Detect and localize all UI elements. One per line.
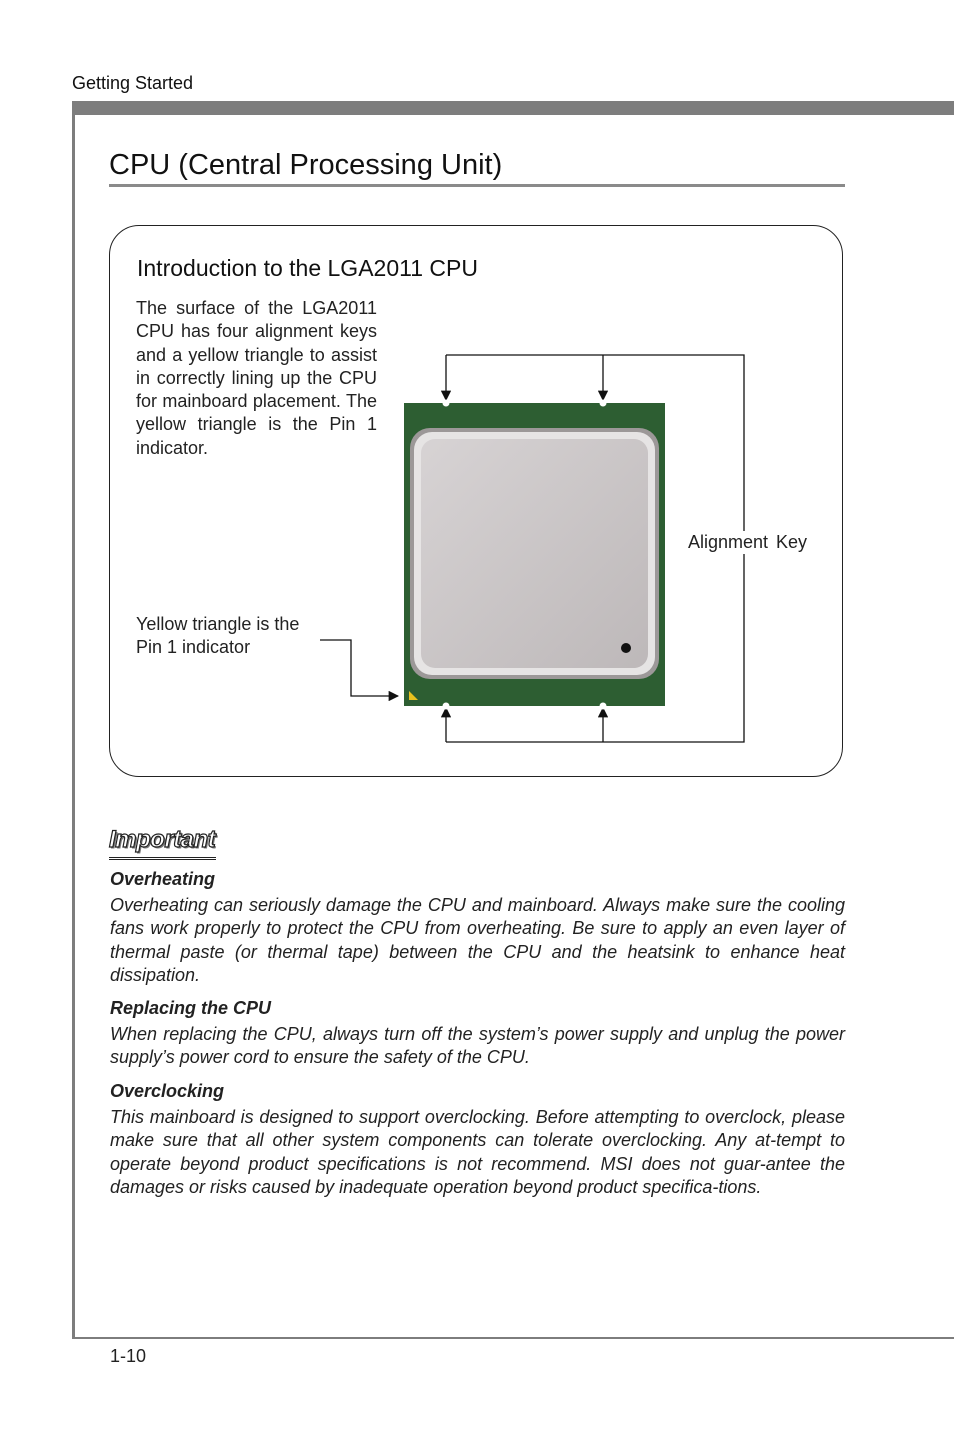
- note-body-overclocking: This mainboard is designed to support overclocking. Before attempting to overclock, please make sure that all other system components can tolerate overclocking. Any at-tempt to operate beyond product specifications is not recommend. MSI does not guar-antee the damages or risks caused by inadequate operation beyond product specifica-tions.: [110, 1107, 845, 1197]
- cpu-heatspreader: [421, 439, 648, 668]
- pin1-indicator-label: Yellow triangle is the Pin 1 indicator: [136, 614, 300, 657]
- page-title: CPU (Central Processing Unit): [109, 149, 503, 181]
- note-body-overheating: Overheating can seriously damage the CPU and mainboard. Always make sure the cooling fans work properly to protect the CPU from overheating. Be sure to apply an even layer of thermal paste (or thermal tape) between the CPU and the heatsink to enhance heat dissipation.: [110, 895, 845, 985]
- important-heading: Important: [109, 826, 216, 853]
- note-title-overheating: Overheating: [110, 869, 216, 889]
- pin1-dot: [621, 643, 631, 653]
- note-body-replacing-cpu: When replacing the CPU, always turn off the system’s power supply and unplug the power supply’s power cord to ensure the safety of the CPU.: [110, 1024, 845, 1068]
- alignment-notch-bottom-right: [600, 703, 607, 710]
- note-title-replacing-cpu: Replacing the CPU: [110, 998, 272, 1018]
- page-number: 1-10: [110, 1346, 147, 1366]
- alignment-notch-bottom-left: [443, 703, 450, 710]
- section-header-label: Getting Started: [72, 73, 194, 93]
- intro-heading: Introduction to the LGA2011 CPU: [137, 255, 478, 281]
- alignment-notch-top-left: [443, 400, 450, 407]
- note-title-overclocking: Overclocking: [110, 1081, 225, 1101]
- important-underline: [109, 857, 216, 860]
- pin1-leader-line: [320, 640, 398, 696]
- intro-description: The surface of the LGA2011 CPU has four alignment keys and a yellow triangle to assist in correctly lining up the CPU for mainboard placement. The yellow triangle is the Pin 1 indicator.: [136, 298, 377, 458]
- alignment-notch-top-right: [600, 400, 607, 407]
- alignment-key-label: Alignment Key: [684, 531, 811, 554]
- cpu-package: [404, 400, 665, 710]
